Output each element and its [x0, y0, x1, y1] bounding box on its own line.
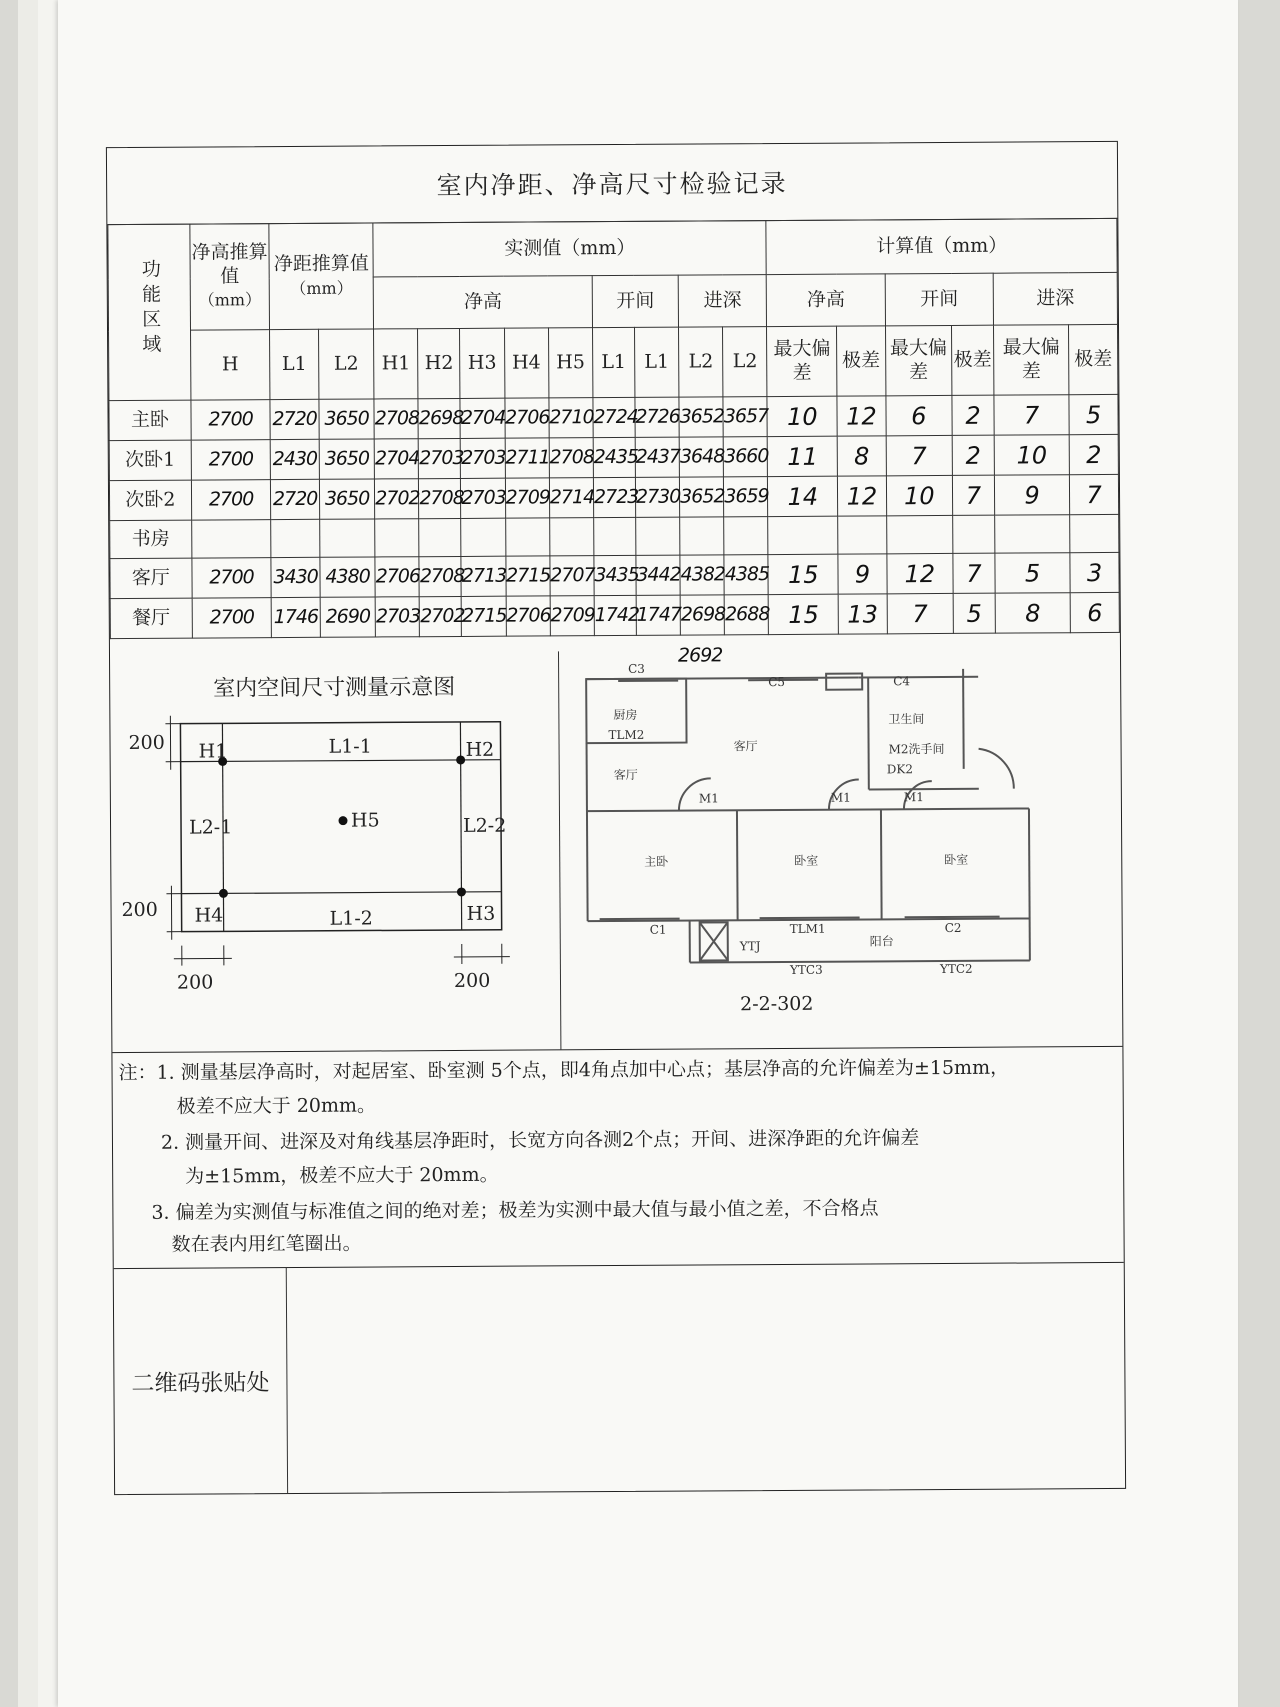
- calculated-value-cell: [1069, 394, 1118, 434]
- row-area-label: 客厅: [110, 558, 192, 598]
- measured-value-cell: [270, 399, 319, 439]
- handwritten-calc: 12: [846, 481, 878, 511]
- calculated-value-cell: [994, 475, 1069, 515]
- handwritten-calc: 2: [965, 401, 981, 430]
- subheader-cell: H4: [504, 328, 549, 398]
- handwritten-value: 2704: [460, 406, 506, 429]
- header-calculated: 计算值（mm）: [766, 218, 1117, 274]
- line-label-l2-2: L2-2: [462, 814, 507, 837]
- calc-range-header: 极差: [1069, 324, 1118, 394]
- form-title: 室内净距、净高尺寸检验记录: [107, 142, 1117, 225]
- diagram-section: [110, 644, 1122, 1053]
- measured-value-cell: [680, 595, 724, 635]
- handwritten-calc: 8: [1025, 598, 1041, 627]
- header-measured-depth: 进深: [678, 275, 767, 328]
- notes-section: [112, 1046, 1123, 1269]
- measured-value-cell: [419, 438, 464, 478]
- measured-value-cell: [594, 555, 639, 595]
- measured-value-cell: [320, 597, 376, 637]
- measured-value-cell: [550, 556, 594, 596]
- handwritten-value: 2435: [593, 445, 639, 468]
- table-row: [110, 514, 1119, 558]
- handwritten-value: 2700: [208, 447, 254, 471]
- qr-section: [114, 1262, 1125, 1494]
- calculated-value-cell: [1069, 434, 1118, 474]
- fp-label: 卧室: [794, 853, 819, 868]
- handwritten-value: 2723: [593, 485, 639, 508]
- measured-value-cell: [319, 399, 375, 439]
- handwritten-calc: 10: [786, 402, 818, 431]
- handwritten-calc: 14: [787, 482, 819, 511]
- handwritten-value: 2700: [208, 407, 253, 431]
- fp-label: M1: [698, 791, 719, 806]
- handwritten-calc: 7: [966, 559, 982, 588]
- calc-range-header: 极差: [837, 326, 886, 396]
- row-area-label: 次卧2: [109, 480, 191, 520]
- calculated-value-cell: [887, 553, 954, 593]
- handwritten-value: 2700: [208, 487, 254, 511]
- measured-value-cell: [191, 520, 271, 558]
- fp-label: 卫生间: [888, 712, 925, 727]
- measured-value-cell: [419, 518, 461, 556]
- subheader-cell: L1: [270, 329, 319, 399]
- header-area: 功能区域: [108, 224, 191, 400]
- note-line-2: 极差不应大于 20mm。: [176, 1094, 377, 1118]
- schematic-title: 室内空间尺寸测量示意图: [213, 674, 456, 702]
- handwritten-value: 2715: [462, 604, 507, 627]
- measured-value-cell: [192, 598, 272, 638]
- handwritten-value: 1742: [594, 603, 640, 626]
- fp-label: C5: [768, 674, 786, 690]
- handwritten-calc: 10: [1016, 440, 1048, 470]
- calculated-value-cell: [1070, 552, 1119, 592]
- calculated-value-cell: [838, 554, 887, 594]
- subheader-cell: L2: [723, 327, 768, 397]
- measured-value-cell: [375, 557, 419, 597]
- point-label-h4: H4: [194, 904, 224, 927]
- fp-label: 阳台: [869, 934, 894, 949]
- measured-value-cell: [636, 555, 680, 595]
- handwritten-value: 4380: [325, 565, 370, 588]
- handwritten-calc: 2: [1086, 440, 1102, 469]
- calculated-value-cell: [994, 395, 1069, 435]
- fp-label: M1: [903, 790, 924, 805]
- row-area-label: 次卧1: [109, 440, 191, 480]
- handwritten-value: 2726: [635, 405, 680, 428]
- handwritten-value: 2711: [505, 446, 550, 469]
- calculated-value-cell: [768, 436, 838, 476]
- measured-value-cell: [636, 517, 680, 555]
- handwritten-value: 2708: [419, 486, 464, 509]
- subheader-cell: L2: [318, 329, 374, 399]
- measured-value-cell: [462, 596, 506, 636]
- calculated-value-cell: [886, 435, 953, 475]
- dim-label: 200: [176, 971, 214, 994]
- row-area-label: 书房: [110, 520, 192, 558]
- measured-value-cell: [724, 477, 768, 517]
- calculated-value-cell: [886, 475, 953, 515]
- measured-value-cell: [375, 479, 419, 519]
- calculated-value-cell: [953, 515, 995, 553]
- calculated-value-cell: [838, 594, 887, 634]
- measured-value-cell: [680, 477, 724, 517]
- dim-label: 200: [128, 731, 165, 754]
- measured-value-cell: [723, 437, 767, 477]
- calculated-value-cell: [768, 476, 838, 516]
- measured-value-cell: [504, 398, 548, 438]
- calculated-value-cell: [953, 553, 995, 593]
- data-rows: [109, 394, 1119, 638]
- header-dist-std: 净距推算值 （mm）: [269, 223, 374, 330]
- calculated-value-cell: [953, 593, 995, 633]
- handwritten-value: 2430: [272, 447, 318, 470]
- handwritten-calc: 9: [854, 559, 871, 589]
- handwritten-calc: 15: [787, 560, 819, 589]
- handwritten-value: 3652: [679, 404, 725, 428]
- handwritten-calc: 9: [1024, 480, 1040, 509]
- handwritten-value: 2707: [550, 563, 595, 587]
- fp-label: 卧室: [944, 852, 969, 867]
- subheader-cell: L2: [679, 327, 724, 397]
- calculated-value-cell: [886, 395, 953, 435]
- calc-max-dev-header: 最大偏差: [885, 325, 952, 395]
- header-measured-net-height: 净高: [373, 276, 592, 329]
- handwritten-value: 1746: [273, 605, 319, 628]
- note-line-6: 数在表内用红笔圈出。: [171, 1232, 362, 1256]
- calculated-value-cell: [994, 435, 1069, 475]
- handwritten-calc: 12: [846, 401, 877, 431]
- header-measured: 实测值（mm）: [373, 221, 767, 277]
- calc-max-dev-header: 最大偏差: [993, 325, 1069, 395]
- handwritten-value: 2708: [549, 445, 594, 469]
- fp-label: C2: [944, 920, 962, 935]
- handwritten-value: 2690: [325, 605, 371, 628]
- handwritten-calc: 5: [1024, 558, 1041, 587]
- measured-value-cell: [679, 397, 723, 437]
- inspection-form: [106, 141, 1126, 1495]
- handwritten-calc: 8: [853, 441, 870, 471]
- handwritten-value: 2708: [419, 564, 465, 587]
- floor-plan-drawing: [558, 648, 1122, 1049]
- handwritten-value: 2437: [635, 445, 681, 468]
- measured-value-cell: [593, 437, 639, 477]
- handwritten-calc: 11: [787, 442, 818, 471]
- handwritten-value: 2709: [550, 603, 595, 627]
- calc-range-header: 极差: [951, 325, 993, 395]
- floor-plan: [558, 644, 1122, 1049]
- note-line-5: 3. 偏差为实测值与标准值之间的绝对差；极差为实测中最大值与最小值之差，不合格点: [151, 1197, 879, 1224]
- measured-value-cell: [505, 478, 549, 518]
- handwritten-value: 4382: [680, 562, 726, 586]
- measured-value-cell: [460, 398, 504, 438]
- calculated-value-cell: [768, 516, 838, 554]
- calculated-value-cell: [995, 593, 1070, 633]
- note-line-1: 注：1. 测量基层净高时，对起居室、卧室测 5个点，即4角点加中心点；基层净高的允许偏差为±15mm，: [118, 1056, 1010, 1085]
- handwritten-calc: 3: [1086, 558, 1103, 587]
- measured-value-cell: [271, 557, 320, 597]
- fp-label: TLM2: [608, 727, 645, 743]
- measured-value-cell: [549, 518, 593, 556]
- measured-value-cell: [271, 439, 320, 479]
- subheader-cell: H5: [548, 328, 593, 398]
- measured-value-cell: [505, 438, 549, 478]
- measured-value-cell: [724, 517, 768, 555]
- measured-value-cell: [723, 397, 767, 437]
- calculated-value-cell: [952, 395, 994, 435]
- fp-label: 客厅: [613, 767, 638, 783]
- handwritten-value: 3659: [724, 484, 769, 507]
- measured-value-cell: [549, 478, 593, 518]
- calc-max-dev-header: 最大偏差: [767, 326, 837, 396]
- fp-label: DK2: [886, 762, 913, 777]
- handwritten-calc: 7: [965, 481, 982, 510]
- calculated-value-cell: [837, 436, 886, 476]
- measured-value-cell: [593, 397, 638, 437]
- measured-value-cell: [418, 398, 464, 438]
- handwritten-value: 2700: [209, 605, 255, 629]
- fp-label: 厨房: [613, 707, 638, 723]
- fp-label: M2洗手间: [888, 741, 945, 757]
- measured-value-cell: [191, 480, 271, 520]
- fp-label: C1: [649, 922, 667, 937]
- handwritten-value: 2713: [461, 564, 507, 587]
- calculated-value-cell: [995, 553, 1070, 593]
- subheader-cell: H: [190, 330, 270, 400]
- subheader-cell: L1: [592, 327, 634, 397]
- note-line-4: 为±15mm，极差不应大于 20mm。: [185, 1163, 499, 1188]
- measured-value-cell: [594, 595, 640, 635]
- measured-value-cell: [461, 556, 505, 596]
- handwritten-calc: 13: [847, 599, 879, 629]
- handwritten-calc: 7: [1023, 400, 1040, 430]
- measured-value-cell: [724, 555, 768, 595]
- handwritten-value: 3650: [324, 407, 369, 430]
- handwritten-value: 2724: [593, 405, 638, 428]
- line-label-l1-2: L1-2: [329, 907, 373, 930]
- measured-value-cell: [191, 440, 271, 480]
- handwritten-value: 2708: [374, 406, 420, 430]
- calculated-value-cell: [995, 515, 1070, 553]
- dim-label: 200: [121, 898, 158, 922]
- measured-value-cell: [679, 437, 723, 477]
- handwritten-value: 2688: [724, 602, 770, 625]
- calculated-value-cell: [887, 593, 954, 633]
- measured-value-cell: [271, 597, 320, 637]
- handwritten-value: 2704: [374, 446, 420, 470]
- handwritten-value: 3648: [679, 444, 725, 468]
- measured-value-cell: [375, 597, 419, 637]
- fp-label: TLM1: [789, 921, 826, 936]
- handwritten-calc: 15: [788, 600, 819, 629]
- calculated-value-cell: [768, 554, 838, 594]
- handwritten-value: 3650: [324, 447, 370, 470]
- calculated-value-cell: [769, 594, 839, 634]
- measured-value-cell: [191, 400, 271, 440]
- handwritten-calc: 2: [965, 441, 982, 470]
- handwritten-value: 2700: [209, 565, 254, 589]
- handwritten-calc: 6: [911, 401, 927, 430]
- extra-note: 2692: [677, 644, 723, 667]
- header-height-std: 净高推算值 （mm）: [190, 224, 270, 330]
- handwritten-calc: 7: [1086, 480, 1102, 509]
- handwritten-value: 3442: [636, 563, 681, 586]
- measured-value-cell: [419, 556, 465, 596]
- handwritten-value: 2706: [375, 564, 421, 588]
- measured-value-cell: [680, 517, 724, 555]
- handwritten-value: 3652: [680, 484, 725, 508]
- header-measured-bay: 开间: [592, 275, 678, 328]
- measured-value-cell: [549, 438, 593, 478]
- calculated-value-cell: [1070, 592, 1119, 632]
- handwritten-value: 3660: [724, 444, 769, 467]
- measured-value-cell: [419, 478, 464, 518]
- handwritten-calc: 7: [911, 441, 927, 470]
- measured-value-cell: [550, 596, 594, 636]
- fp-label: M1: [830, 790, 851, 805]
- subheader-cell: H2: [418, 328, 460, 398]
- handwritten-value: 2714: [549, 485, 595, 509]
- measured-value-cell: [505, 556, 549, 596]
- measured-value-cell: [680, 555, 724, 595]
- handwritten-calc: 10: [904, 481, 935, 510]
- measured-value-cell: [374, 399, 418, 439]
- fp-label: 主卧: [644, 854, 669, 869]
- measured-value-cell: [593, 477, 639, 517]
- handwritten-value: 1747: [636, 603, 682, 626]
- header-calc-depth: 进深: [993, 272, 1117, 325]
- fp-label: C4: [893, 674, 911, 689]
- handwritten-value: 2706: [505, 406, 550, 429]
- calculated-value-cell: [1070, 514, 1119, 552]
- handwritten-calc: 7: [912, 599, 928, 628]
- measured-value-cell: [461, 478, 505, 518]
- point-label-h1: H1: [198, 740, 228, 763]
- handwritten-value: 2730: [635, 485, 681, 508]
- point-label-h2: H2: [465, 738, 495, 761]
- measured-value-cell: [271, 479, 320, 519]
- calculated-value-cell: [838, 476, 887, 516]
- subheader-row: [109, 324, 1118, 400]
- measured-value-cell: [635, 397, 679, 437]
- handwritten-value: 3430: [273, 565, 318, 588]
- measured-value-cell: [594, 517, 636, 555]
- fp-label: YTJ: [739, 939, 761, 954]
- calculated-value-cell: [952, 435, 994, 475]
- calculated-value-cell: [838, 516, 887, 554]
- row-area-label: 餐厅: [110, 598, 192, 638]
- handwritten-calc: 5: [1085, 400, 1102, 429]
- fp-label: YTC3: [789, 962, 823, 977]
- handwritten-value: 2703: [375, 604, 421, 628]
- handwritten-value: 4385: [724, 562, 770, 585]
- handwritten-value: 2720: [272, 487, 318, 510]
- fp-label: YTC2: [939, 961, 973, 977]
- calculated-value-cell: [952, 475, 994, 515]
- table-row: [109, 474, 1118, 520]
- subheader-cell: H1: [374, 329, 419, 399]
- handwritten-value: 3650: [324, 487, 370, 510]
- measured-value-cell: [375, 519, 419, 557]
- measured-value-cell: [271, 519, 320, 557]
- measured-value-cell: [461, 438, 505, 478]
- fp-label: 客厅: [733, 739, 758, 754]
- handwritten-value: 2710: [549, 405, 594, 429]
- header-calc-net-height: 净高: [767, 274, 886, 327]
- table-row: [109, 434, 1118, 480]
- measured-value-cell: [420, 596, 465, 636]
- table-row: [110, 552, 1119, 598]
- handwritten-value: 2702: [420, 604, 465, 627]
- schematic-drawing: [110, 651, 560, 1052]
- measured-value-cell: [549, 398, 593, 438]
- handwritten-value: 2703: [419, 446, 464, 469]
- table-row: [110, 592, 1119, 638]
- handwritten-value: 2709: [505, 486, 551, 509]
- measurement-schematic: [110, 651, 561, 1052]
- handwritten-value: 2698: [418, 406, 464, 429]
- subheader-cell: L1: [634, 327, 679, 397]
- handwritten-value: 2706: [506, 604, 551, 627]
- calculated-value-cell: [1070, 474, 1119, 514]
- measured-value-cell: [192, 558, 272, 598]
- measured-value-cell: [320, 519, 375, 557]
- handwritten-value: 2702: [375, 486, 420, 510]
- handwritten-value: 2715: [506, 564, 551, 587]
- calculated-value-cell: [837, 396, 886, 436]
- measured-value-cell: [505, 518, 549, 556]
- header-calc-bay: 开间: [885, 273, 994, 326]
- measurement-table: [107, 218, 1120, 639]
- measured-value-cell: [319, 479, 375, 519]
- measured-value-cell: [374, 439, 418, 479]
- handwritten-value: 3657: [723, 404, 769, 427]
- note-line-3: 2. 测量开间、进深及对角线基层净距时，长宽方向各测2个点；开间、进深净距的允许偏差: [160, 1127, 920, 1154]
- measured-value-cell: [635, 477, 679, 517]
- handwritten-value: 2703: [461, 446, 506, 469]
- measured-value-cell: [636, 595, 680, 635]
- handwritten-calc: 5: [966, 599, 982, 628]
- dim-label: 200: [453, 969, 491, 992]
- line-label-l2-1: L2-1: [188, 816, 233, 839]
- point-label-h5: H5: [350, 809, 380, 832]
- handwritten-calc: 6: [1087, 598, 1103, 627]
- handwritten-value: 2703: [461, 486, 506, 509]
- unit-id: 2-2-302: [740, 992, 814, 1016]
- calculated-value-cell: [886, 515, 953, 553]
- fp-label: C3: [628, 661, 645, 676]
- line-label-l1-1: L1-1: [328, 735, 372, 758]
- measured-value-cell: [506, 596, 550, 636]
- measured-value-cell: [724, 595, 768, 635]
- handwritten-calc: 12: [904, 559, 936, 588]
- handwritten-value: 2720: [272, 407, 317, 430]
- subheader-cell: H3: [460, 328, 505, 398]
- measured-value-cell: [320, 557, 376, 597]
- handwritten-value: 2698: [680, 602, 726, 626]
- handwritten-value: 3435: [594, 563, 639, 586]
- measured-value-cell: [635, 437, 679, 477]
- row-area-label: 主卧: [109, 400, 191, 440]
- calculated-value-cell: [767, 396, 837, 436]
- measured-value-cell: [319, 439, 375, 479]
- point-label-h3: H3: [466, 902, 496, 925]
- table-row: [109, 394, 1118, 440]
- measured-value-cell: [461, 518, 505, 556]
- qr-label: 二维码张贴处: [114, 1267, 288, 1494]
